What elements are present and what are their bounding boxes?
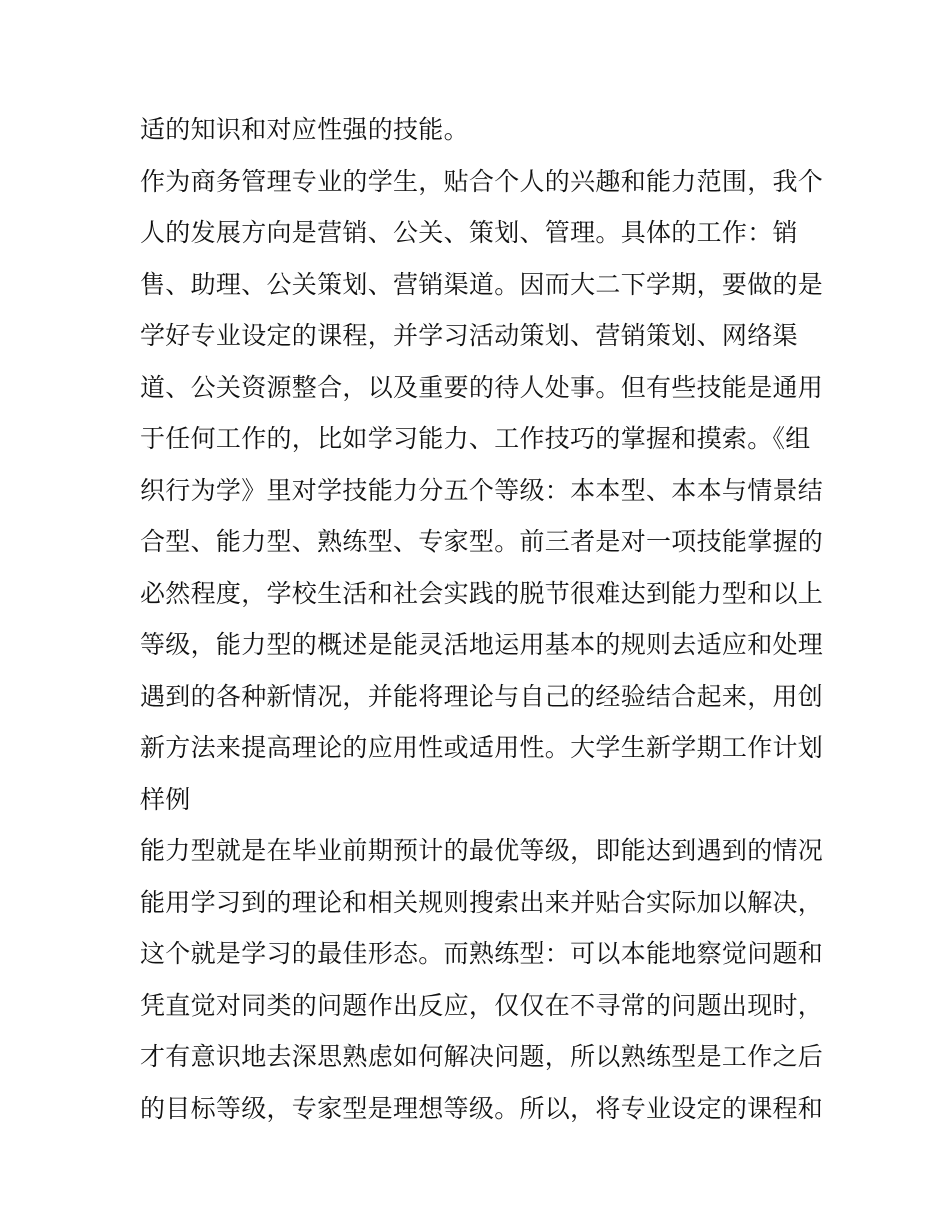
body-text xyxy=(140,104,824,1134)
text-line: 道、公关资源整合，以及重要的待人处事。但有些技能是通用 xyxy=(140,372,824,402)
text-line: 等级，能力型的概述是能灵活地运用基本的规则去适应和处理 xyxy=(140,630,824,659)
text-line: 遇到的各种新情况，并能将理论与自己的经验结合起来，用创 xyxy=(140,681,824,711)
text-line: 人的发展方向是营销、公关、策划、管理。具体的工作：销 xyxy=(140,218,798,247)
text-line: 学好专业设定的课程，并学习活动策划、营销策划、网络渠 xyxy=(140,321,798,350)
text-line: 能用学习到的理论和相关规则搜索出来并贴合实际加以解决， xyxy=(140,887,824,917)
text-line: 织行为学》里对学技能力分五个等级：本本型、本本与情景结 xyxy=(140,475,824,505)
text-line: 这个就是学习的最佳形态。而熟练型：可以本能地察觉问题和 xyxy=(140,939,824,968)
text-line: 作为商务管理专业的学生，贴合个人的兴趣和能力范围，我个 xyxy=(140,166,824,196)
text-line: 凭直觉对同类的问题作出反应，仅仅在不寻常的问题出现时， xyxy=(140,990,824,1020)
text-line: 样例 xyxy=(140,784,191,814)
text-line: 适的知识和对应性强的技能。 xyxy=(140,115,469,144)
text-line: 能力型就是在毕业前期预计的最优等级，即能达到遇到的情况 xyxy=(140,836,824,865)
text-line: 于任何工作的，比如学习能力、工作技巧的掌握和摸索。《组 xyxy=(140,424,811,453)
text-line: 合型、能力型、熟练型、专家型。前三者是对一项技能掌握的 xyxy=(140,527,824,556)
text-line: 的目标等级，专家型是理想等级。所以，将专业设定的课程和 xyxy=(140,1093,824,1123)
text-line: 新方法来提高理论的应用性或适用性。大学生新学期工作计划 xyxy=(140,733,824,762)
text-line: 必然程度，学校生活和社会实践的脱节很难达到能力型和以上 xyxy=(140,578,824,608)
text-line: 售、助理、公关策划、营销渠道。因而大二下学期，要做的是 xyxy=(140,269,824,299)
text-line: 才有意识地去深思熟虑如何解决问题，所以熟练型是工作之后 xyxy=(140,1042,824,1071)
